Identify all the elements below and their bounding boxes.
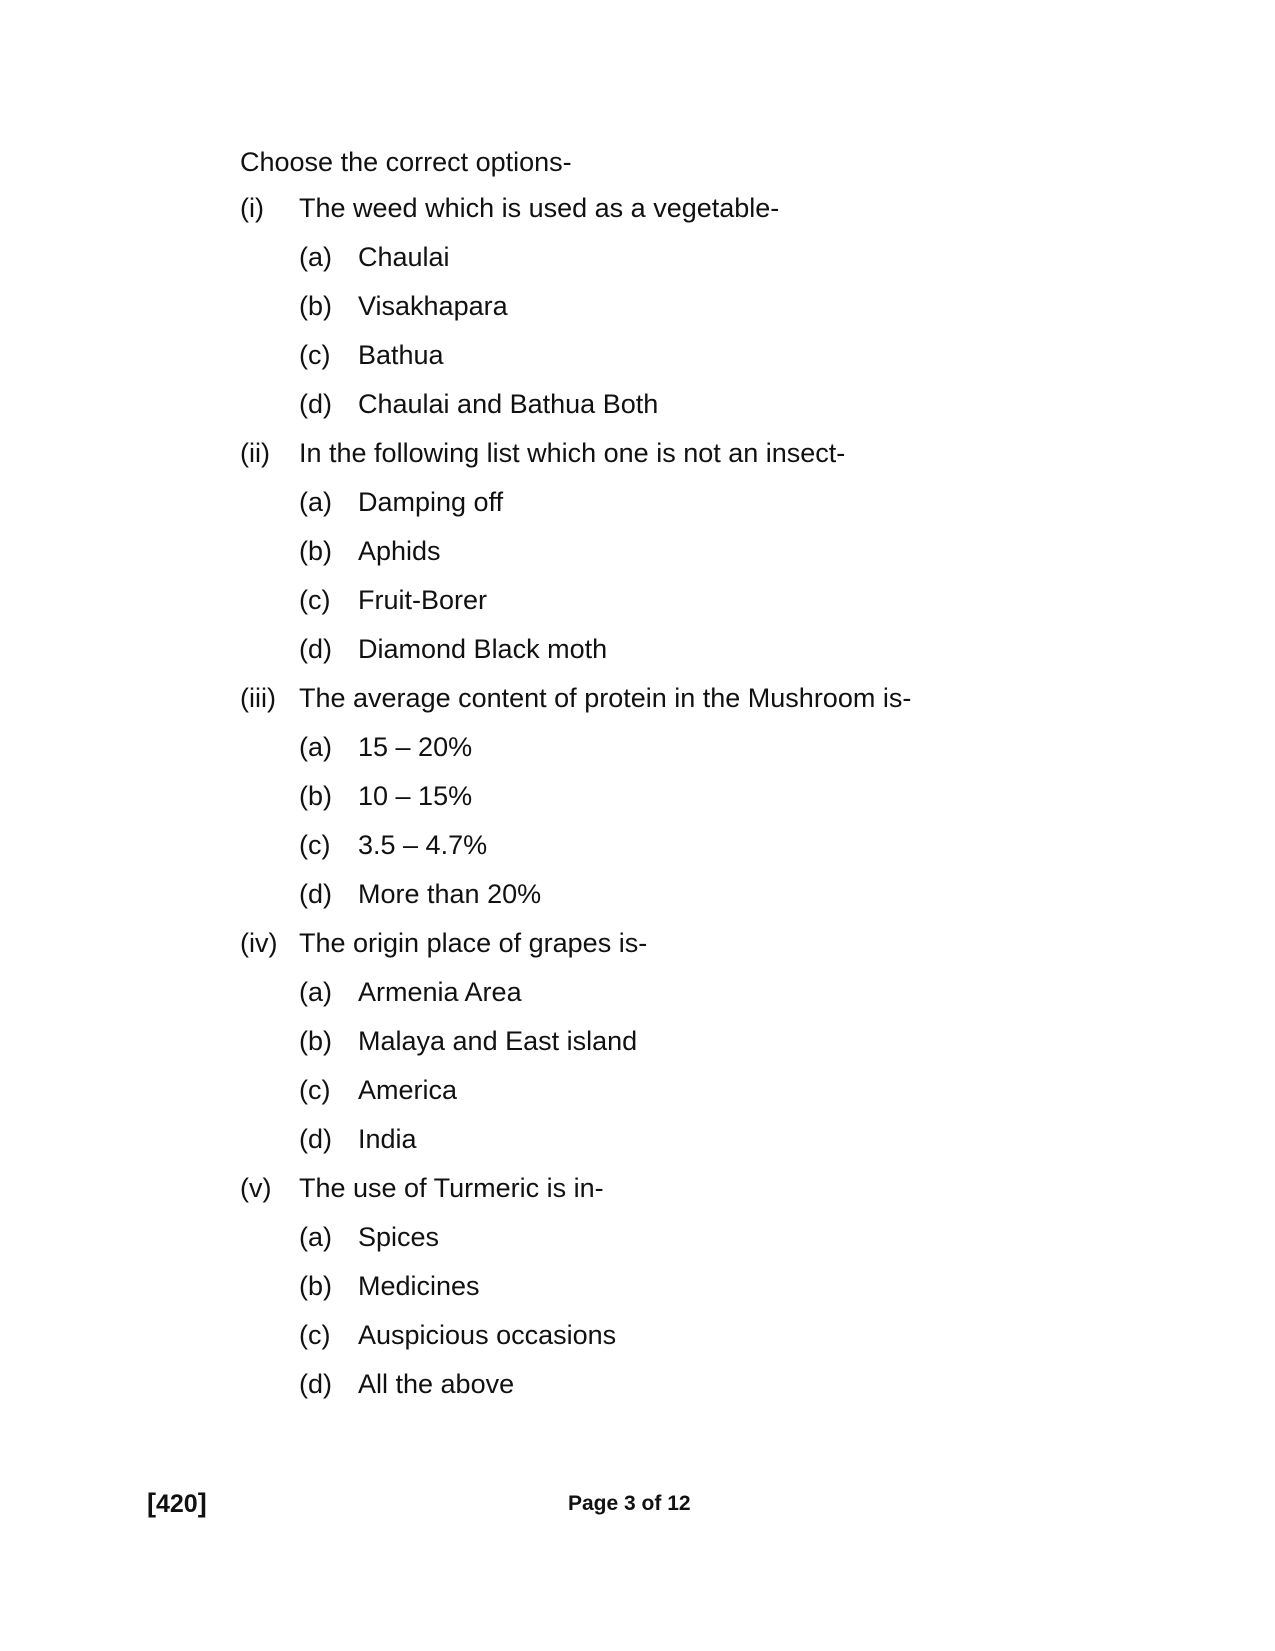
option-label: (a) bbox=[299, 732, 332, 762]
question-number: (i) bbox=[240, 193, 264, 223]
option-label: (b) bbox=[299, 536, 332, 566]
question-text: In the following list which one is not an insect- bbox=[299, 438, 846, 468]
option-text: Auspicious occasions bbox=[358, 1320, 617, 1350]
option-label: (d) bbox=[299, 1124, 332, 1154]
option-text: 3.5 – 4.7% bbox=[358, 830, 488, 860]
option-label: (b) bbox=[299, 781, 332, 811]
option-text: America bbox=[358, 1075, 458, 1105]
option-label: (d) bbox=[299, 634, 332, 664]
option-label: (a) bbox=[299, 977, 332, 1007]
option-text: 15 – 20% bbox=[358, 732, 473, 762]
option-label: (c) bbox=[299, 1075, 331, 1105]
option-label: (c) bbox=[299, 585, 331, 615]
option-text: Spices bbox=[358, 1222, 440, 1252]
option-label: (d) bbox=[299, 1369, 332, 1399]
option-label: (b) bbox=[299, 291, 332, 321]
option-label: (b) bbox=[299, 1026, 332, 1056]
question-text: The average content of protein in the Mushroom is- bbox=[299, 683, 912, 713]
question-number: (iv) bbox=[240, 928, 278, 958]
option-text: Bathua bbox=[358, 340, 444, 370]
option-text: India bbox=[358, 1124, 417, 1154]
option-label: (a) bbox=[299, 242, 332, 272]
option-label: (d) bbox=[299, 879, 332, 909]
option-label: (c) bbox=[299, 830, 331, 860]
option-text: Aphids bbox=[358, 536, 441, 566]
option-label: (a) bbox=[299, 487, 332, 517]
option-label: (c) bbox=[299, 1320, 331, 1350]
option-text: 10 – 15% bbox=[358, 781, 473, 811]
question-text: The origin place of grapes is- bbox=[299, 928, 648, 958]
instruction-text: Choose the correct options- bbox=[240, 147, 572, 177]
question-number: (v) bbox=[240, 1173, 272, 1203]
option-text: Armenia Area bbox=[358, 977, 522, 1007]
option-text: More than 20% bbox=[358, 879, 542, 909]
question-text: The weed which is used as a vegetable- bbox=[299, 193, 780, 223]
option-label: (c) bbox=[299, 340, 331, 370]
option-text: Malaya and East island bbox=[358, 1026, 638, 1056]
question-number: (iii) bbox=[240, 683, 276, 713]
option-text: Diamond Black moth bbox=[358, 634, 608, 664]
question-text: The use of Turmeric is in- bbox=[299, 1173, 604, 1203]
option-text: Chaulai bbox=[358, 242, 450, 272]
page-number: Page 3 of 12 bbox=[568, 1492, 691, 1515]
option-text: Fruit-Borer bbox=[358, 585, 488, 615]
option-text: Visakhapara bbox=[358, 291, 508, 321]
option-label: (b) bbox=[299, 1271, 332, 1301]
paper-code: [420] bbox=[147, 1488, 207, 1518]
option-label: (a) bbox=[299, 1222, 332, 1252]
option-label: (d) bbox=[299, 389, 332, 419]
paper-code-number: 420 bbox=[156, 1490, 198, 1518]
option-text: All the above bbox=[358, 1369, 515, 1399]
option-text: Chaulai and Bathua Both bbox=[358, 389, 659, 419]
option-text: Medicines bbox=[358, 1271, 480, 1301]
question-number: (ii) bbox=[240, 438, 270, 468]
option-text: Damping off bbox=[358, 487, 504, 517]
